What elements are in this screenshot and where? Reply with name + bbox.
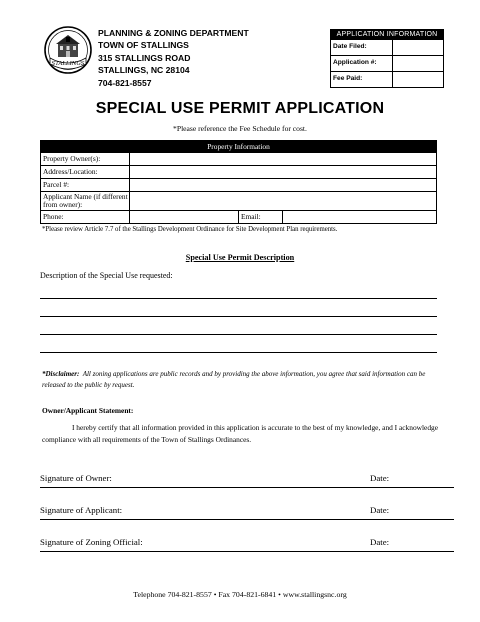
- owner-signature-line[interactable]: [40, 487, 454, 488]
- description-line[interactable]: [40, 334, 437, 335]
- property-owner-label: Property Owner(s):: [41, 153, 130, 165]
- applicant-signature-line[interactable]: [40, 519, 454, 520]
- owner-signature-label: Signature of Owner:: [40, 473, 112, 483]
- zoning-signature-line[interactable]: [40, 551, 454, 552]
- fee-paid-field[interactable]: [393, 72, 443, 87]
- applicant-signature-label: Signature of Applicant:: [40, 505, 123, 515]
- fee-note: *Please reference the Fee Schedule for cost.: [173, 124, 307, 133]
- disclaimer-label: *Disclaimer:: [42, 370, 80, 378]
- address-label: Address/Location:: [41, 166, 130, 178]
- application-info-heading: APPLICATION INFORMATION: [331, 30, 443, 39]
- application-number-field[interactable]: [393, 56, 443, 71]
- owner-signature-block: [40, 473, 454, 483]
- applicant-name-label: Applicant Name (if different from owner):: [41, 192, 130, 210]
- date-filed-label: Date Filed:: [331, 40, 393, 55]
- department-phone: 704-821-8557: [98, 77, 152, 88]
- parcel-row: [41, 178, 436, 191]
- description-question: Description of the Special Use requested:: [40, 271, 173, 280]
- application-info-box: [330, 29, 444, 88]
- email-field[interactable]: [283, 211, 436, 223]
- applicant-signature-block: [40, 505, 454, 515]
- disclaimer-text: All zoning applications are public records and by providing the above information, you agree that said information can be released to the public by request.: [42, 370, 426, 389]
- seal-text: STALLINGS: [51, 61, 85, 67]
- department-name: PLANNING & ZONING DEPARTMENT: [98, 28, 249, 38]
- page-title: SPECIAL USE PERMIT APPLICATION: [95, 100, 385, 117]
- town-name: TOWN OF STALLINGS: [98, 40, 189, 51]
- disclaimer: [42, 369, 440, 390]
- zoning-signature-label: Signature of Zoning Official:: [40, 537, 143, 547]
- date-filed-row: [331, 39, 443, 55]
- property-information-heading: Property Information: [41, 141, 436, 152]
- parcel-field[interactable]: [130, 179, 436, 191]
- fee-paid-row: [331, 71, 443, 87]
- contact-row: [41, 210, 436, 223]
- address-row: [41, 165, 436, 178]
- description-line[interactable]: [40, 316, 437, 317]
- application-number-row: [331, 55, 443, 71]
- property-owner-field[interactable]: [130, 153, 436, 165]
- email-label: Email:: [239, 211, 283, 223]
- application-number-label: Application #:: [331, 56, 393, 71]
- applicant-name-field[interactable]: [130, 192, 436, 210]
- fee-paid-label: Fee Paid:: [331, 72, 393, 87]
- page-footer: Telephone 704-821-8557 • Fax 704-821-6841 • www.stallingsnc.org: [133, 590, 347, 599]
- description-line[interactable]: [40, 352, 437, 353]
- description-line[interactable]: [40, 298, 437, 299]
- owner-date-label: Date:: [370, 473, 390, 483]
- phone-label: Phone:: [41, 211, 130, 223]
- date-filed-field[interactable]: [393, 40, 443, 55]
- applicant-date-label: Date:: [370, 505, 390, 515]
- zoning-date-label: Date:: [370, 537, 390, 547]
- town-seal-logo: [44, 26, 92, 74]
- property-information-table: [40, 140, 437, 224]
- description-section-title: Special Use Permit Description: [185, 253, 295, 262]
- statement-text: I hereby certify that all information provided in this application is accurate to the best of my knowledge, and I acknowledge compliance with all requirements of the Town of Stallings Ordinances.: [42, 423, 438, 444]
- city-state-zip: STALLINGS, NC 28104: [98, 65, 190, 76]
- address-field[interactable]: [130, 166, 436, 178]
- applicant-name-row: [41, 191, 436, 210]
- property-owner-row: [41, 152, 436, 165]
- phone-field[interactable]: [130, 211, 239, 223]
- statement-heading: Owner/Applicant Statement:: [42, 406, 134, 415]
- zoning-signature-block: [40, 537, 454, 547]
- department-header: [98, 27, 249, 89]
- parcel-label: Parcel #:: [41, 179, 130, 191]
- review-note: *Please review Article 7.7 of the Stallings Development Ordinance for Site Development Plan requirements.: [42, 226, 338, 233]
- street-address: 315 STALLINGS ROAD: [98, 52, 191, 63]
